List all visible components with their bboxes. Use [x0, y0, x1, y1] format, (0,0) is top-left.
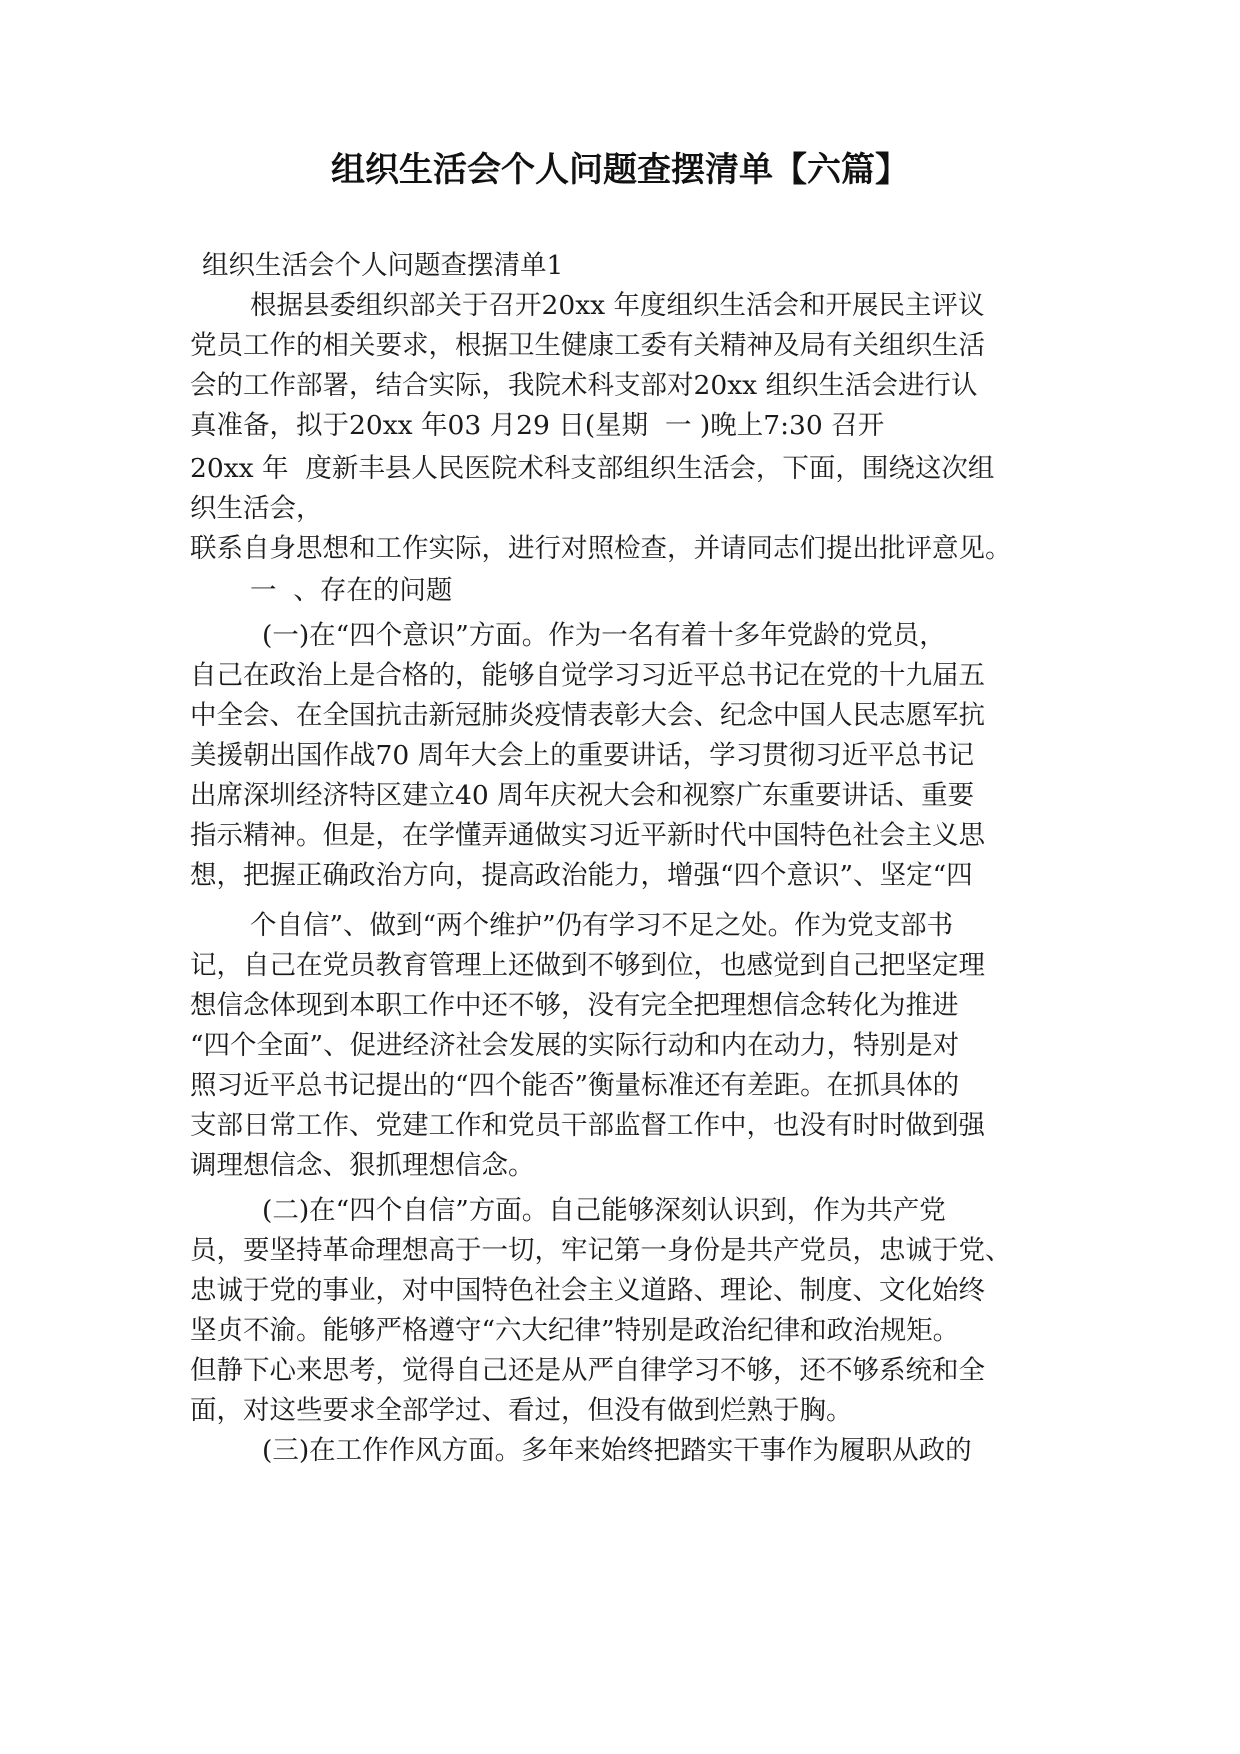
body-line: 美援朝出国作战70 周年大会上的重要讲话，学习贯彻习近平总书记: [190, 740, 975, 771]
body-line: 20xx 年 度新丰县人民医院术科支部组织生活会，下面，围绕这次组: [190, 453, 995, 484]
body-line: 指示精神。但是，在学懂弄通做实习近平新时代中国特色社会主义思: [190, 820, 985, 851]
body-line: 自己在政治上是合格的，能够自觉学习习近平总书记在党的十九届五: [190, 660, 985, 691]
body-line: 中全会、在全国抗击新冠肺炎疫情表彰大会、纪念中国人民志愿军抗: [190, 700, 985, 731]
body-line: “四个全面”、促进经济社会发展的实际行动和内在动力，特别是对: [190, 1030, 960, 1061]
body-line: 联系自身思想和工作实际，进行对照检查，并请同志们提出批评意见。: [190, 533, 1012, 564]
body-line: (三)在工作作风方面。多年来始终把踏实干事作为履职从政的: [262, 1435, 972, 1466]
section-heading: 组织生活会个人问题查摆清单1: [202, 250, 564, 281]
body-line: (二)在“四个自信”方面。自己能够深刻认识到，作为共产党: [262, 1195, 946, 1226]
body-line: 面，对这些要求全部学过、看过，但没有做到烂熟于胸。: [190, 1395, 853, 1426]
body-line: 会的工作部署，结合实际，我院术科支部对20xx 组织生活会进行认: [190, 370, 978, 401]
body-line: 出席深圳经济特区建立40 周年庆祝大会和视察广东重要讲话、重要: [190, 780, 975, 811]
body-line: 员，要坚持革命理想高于一切，牢记第一身份是共产党员，忠诚于党、: [190, 1235, 1012, 1266]
body-line: (一)在“四个意识”方面。作为一名有着十多年党龄的党员，: [262, 620, 946, 651]
body-line: 想，把握正确政治方向，提高政治能力，增强“四个意识”、坚定“四: [190, 860, 973, 891]
document-title: 组织生活会个人问题查摆清单【六篇】: [331, 150, 909, 190]
body-line: 照习近平总书记提出的“四个能否”衡量标准还有差距。在抓具体的: [190, 1070, 960, 1101]
body-line: 记，自己在党员教育管理上还做到不够到位，也感觉到自己把坚定理: [190, 950, 985, 981]
body-line: 但静下心来思考，觉得自己还是从严自律学习不够，还不够系统和全: [190, 1355, 985, 1386]
subheading: 一 、存在的问题: [250, 575, 453, 606]
body-line: 调理想信念、狠抓理想信念。: [190, 1150, 535, 1181]
body-line: 想信念体现到本职工作中还不够，没有完全把理想信念转化为推进: [190, 990, 959, 1021]
body-line: 党员工作的相关要求，根据卫生健康工委有关精神及局有关组织生活: [190, 330, 985, 361]
body-line: 坚贞不渝。能够严格遵守“六大纪律”特别是政治纪律和政治规矩。: [190, 1315, 960, 1346]
body-line: 根据县委组织部关于召开20xx 年度组织生活会和开展民主评议: [250, 290, 985, 321]
body-line: 真准备，拟于20xx 年03 月29 日(星期 一 )晚上7:30 召开: [190, 410, 885, 441]
body-line: 个自信”、做到“两个维护”仍有学习不足之处。作为党支部书: [250, 910, 954, 941]
body-line: 织生活会，: [190, 493, 323, 524]
body-line: 忠诚于党的事业，对中国特色社会主义道路、理论、制度、文化始终: [190, 1275, 985, 1306]
body-line: 支部日常工作、党建工作和党员干部监督工作中，也没有时时做到强: [190, 1110, 985, 1141]
